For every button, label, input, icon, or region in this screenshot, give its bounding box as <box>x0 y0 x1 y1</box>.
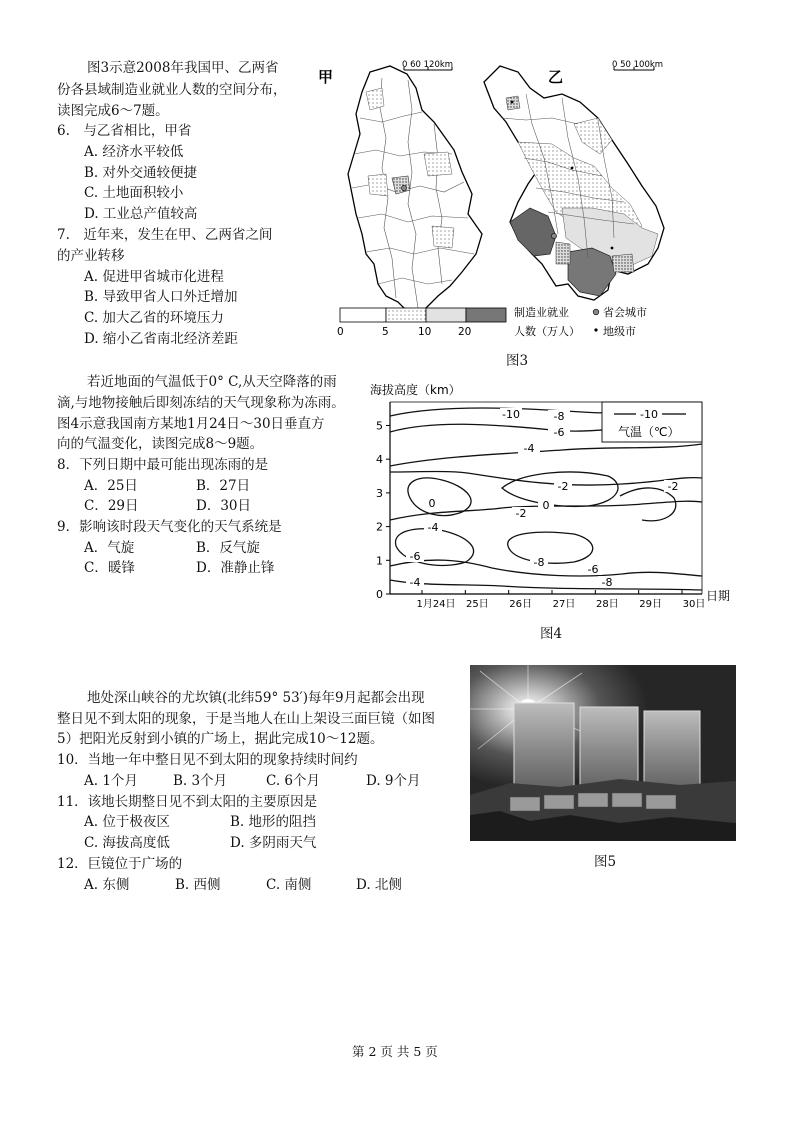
isotherm-label: -8 <box>601 576 613 589</box>
prefecture-city-legend-icon <box>594 328 597 331</box>
isotherm-label: -8 <box>553 410 565 423</box>
provincial-capital-legend-icon <box>593 309 599 315</box>
q11-option-b: B. 地形的阻挡 <box>230 814 317 830</box>
q7-option-d: D. 缩小乙省南北经济差距 <box>84 331 238 347</box>
intro-line: 向的气温变化，读图完成8～9题。 <box>57 436 264 452</box>
legend-tick: 0 <box>337 326 344 338</box>
intro-line: 整日见不到太阳的现象，于是当地人在山上架设三面巨镜（如图 <box>57 711 435 727</box>
y-tick-label: 3 <box>376 486 383 500</box>
isotherm-label: -10 <box>502 408 520 421</box>
isotherm-label: 0 <box>428 497 436 510</box>
figure-4-caption: 图4 <box>540 626 563 642</box>
q7-option-c: C. 加大乙省的环境压力 <box>84 310 224 326</box>
mirror-panel <box>514 703 574 795</box>
isotherm-label: -4 <box>427 521 439 534</box>
y-tick-label: 2 <box>376 520 383 534</box>
q12-option-d: D. 北侧 <box>356 877 402 893</box>
x-tick-label: 26日 <box>509 599 533 610</box>
q9-option-a: A．气旋 <box>84 540 135 556</box>
isotherm-label: -2 <box>667 480 679 493</box>
solar-panel <box>510 797 540 811</box>
isotherm-label: -4 <box>523 442 535 455</box>
provincial-capital-marker <box>551 233 556 238</box>
intro-line: 地处深山峡谷的尤坎镇(北纬59° 53′)每年9月起都会出现 <box>87 690 425 706</box>
prefecture-city-marker <box>611 247 614 250</box>
isotherm-label: -4 <box>409 576 421 589</box>
y-tick-label: 1 <box>376 554 383 568</box>
q6-option-d: D. 工业总产值较高 <box>84 206 198 222</box>
legend-tick: 5 <box>382 326 389 338</box>
region-dense <box>612 254 634 272</box>
question-9-stem: 9．影响该时段天气变化的天气系统是 <box>57 519 282 535</box>
map-yi-scale: 0 50 100km <box>612 60 664 70</box>
figure-5-caption: 图5 <box>594 854 617 870</box>
figure-3-caption: 图3 <box>506 353 529 369</box>
isotherm-line <box>390 580 702 590</box>
q10-option-b: B. 3个月 <box>173 773 228 789</box>
q11-option-d: D. 多阴雨天气 <box>230 835 317 851</box>
isotherm-line <box>390 444 702 466</box>
region-dotted <box>368 174 388 196</box>
q10-option-c: C. 6个月 <box>266 773 321 789</box>
figure-4-chart <box>362 380 742 610</box>
intro-line: 图3示意2008年我国甲、乙两省 <box>87 60 279 76</box>
figure-5-photo <box>470 665 736 841</box>
figure-3-maps <box>312 58 712 358</box>
q6-option-c: C. 土地面积较小 <box>84 185 184 201</box>
q8-option-d: D．30日 <box>196 498 252 514</box>
q11-option-c: C. 海拔高度低 <box>84 835 170 851</box>
map-jia-scale: 0 60 120km <box>402 60 454 70</box>
q11-option-a: A. 位于极夜区 <box>84 814 170 830</box>
x-tick-label: 30日 <box>682 599 706 610</box>
y-axis-title: 海拔高度（km） <box>370 383 461 397</box>
q12-option-b: B. 西侧 <box>175 877 221 893</box>
solar-panel <box>544 795 574 809</box>
q8-option-b: B．27日 <box>196 478 251 494</box>
prefecture-city-marker <box>511 101 514 104</box>
x-axis-title: 日期 <box>706 589 731 603</box>
page-number: 第 2 页 共 5 页 <box>352 1044 438 1059</box>
isotherm-line <box>508 532 593 563</box>
intro-line: 若近地面的气温低于0° C,从天空降落的雨 <box>87 374 337 390</box>
question-6-stem: 6. 与乙省相比，甲省 <box>57 123 192 139</box>
province-jia-outline <box>348 66 482 314</box>
intro-line: 份各县域制造业就业人数的空间分布， <box>57 82 287 98</box>
q12-option-a: A. 东侧 <box>84 877 130 893</box>
legend-sample-value: -10 <box>640 408 658 421</box>
solar-panel <box>612 793 642 807</box>
region-dense <box>506 96 520 110</box>
solar-panel <box>646 795 676 809</box>
region-dotted <box>424 152 452 176</box>
intro-line: 滴,与地物接触后即刻冻结的天气现象称为冻雨。 <box>57 395 345 411</box>
isotherm-label: -6 <box>409 550 421 563</box>
q9-option-d: D．准静止锋 <box>196 560 275 576</box>
y-tick-label: 5 <box>376 419 383 433</box>
legend-label: 气温（℃） <box>618 425 680 439</box>
question-12-stem: 12．巨镜位于广场的 <box>57 856 183 872</box>
q8-option-a: A．25日 <box>84 478 138 494</box>
map-jia-label: 甲 <box>318 68 334 86</box>
map-yi-label: 乙 <box>548 68 564 86</box>
x-tick-label: 1月24日 <box>416 599 456 610</box>
q7-option-a: A. 促进甲省城市化进程 <box>84 269 224 285</box>
isotherm-label: -6 <box>587 563 599 576</box>
q7-option-b: B. 导致甲省人口外迁增加 <box>84 289 238 305</box>
region-dotted <box>432 226 454 248</box>
intro-line: 图4示意我国南方某地1月24日～30日垂直方 <box>57 416 325 432</box>
isotherm-label: 0 <box>542 499 550 512</box>
x-tick-label: 28日 <box>595 599 619 610</box>
legend-tick: 20 <box>458 326 472 338</box>
question-10-stem: 10．当地一年中整日见不到太阳的现象持续时间约 <box>57 752 358 768</box>
isotherm-label: -2 <box>557 480 569 493</box>
y-tick-label: 4 <box>376 453 383 467</box>
isotherm-line <box>408 478 471 516</box>
isotherm-label: -2 <box>515 507 527 520</box>
x-tick-label: 25日 <box>465 599 489 610</box>
q8-option-c: C．29日 <box>84 498 139 514</box>
provincial-capital-marker <box>401 185 406 190</box>
legend-symbol-label: 省会城市 <box>603 306 647 319</box>
question-7-stem: 的产业转移 <box>57 248 125 264</box>
isotherm-label: -6 <box>553 426 565 439</box>
q9-option-b: B．反气旋 <box>196 540 260 556</box>
prefecture-city-marker <box>571 167 574 170</box>
x-tick-label: 27日 <box>552 599 576 610</box>
q9-option-c: C．暖锋 <box>84 560 135 576</box>
q10-option-d: D. 9个月 <box>366 773 421 789</box>
legend-tick: 10 <box>418 326 432 338</box>
q10-option-a: A. 1个月 <box>84 773 138 789</box>
solar-panel <box>578 793 608 807</box>
legend-title: 人数（万人） <box>514 325 580 338</box>
region-dense <box>556 242 570 264</box>
isotherm-label: -8 <box>533 556 545 569</box>
question-8-stem: 8．下列日期中最可能出现冻雨的是 <box>57 457 269 473</box>
question-7-stem: 7. 近年来，发生在甲、乙两省之间 <box>57 227 273 243</box>
y-tick-label: 0 <box>376 588 383 601</box>
legend-symbol-label: 地级市 <box>603 325 636 338</box>
intro-line: 5）把阳光反射到小镇的广场上，据此完成10～12题。 <box>57 731 384 747</box>
legend-title: 制造业就业 <box>514 306 569 319</box>
question-11-stem: 11．该地长期整日见不到太阳的主要原因是 <box>57 794 318 810</box>
q12-option-c: C. 南侧 <box>266 877 312 893</box>
intro-line: 读图完成6～7题。 <box>57 103 169 119</box>
q6-option-b: B. 对外交通较便捷 <box>84 165 198 181</box>
x-tick-label: 29日 <box>639 599 663 610</box>
q6-option-a: A. 经济水平较低 <box>84 144 184 160</box>
